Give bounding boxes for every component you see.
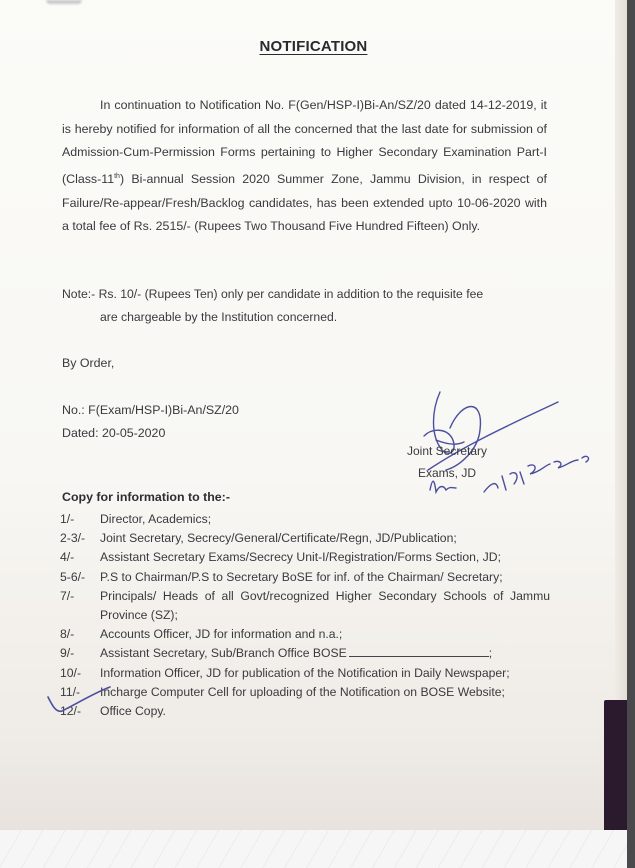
reference-number: No.: F(Exam/HSP-I)Bi-An/SZ/20 [62,403,239,417]
item-number: 4/- [60,550,75,565]
signature-stroke-arc [446,407,480,471]
item-text: P.S to Chairman/P.S to Secretary BoSE for inf. of the Chairman/ Secretary; [100,569,503,584]
copy-list-item [60,529,550,548]
item-number: 1/- [60,512,75,526]
item-text: Office Copy. [100,704,166,719]
background-object [604,700,627,830]
copy-list-item [60,568,550,587]
item-text: Information Officer, JD for publication of the Notification in Daily Newspaper; [100,665,510,680]
copy-list-item [60,702,550,721]
copy-list-item [60,664,550,683]
item-text: Assistant Secretary Exams/Secrecy Unit-I/Registration/Forms Section, JD; [100,550,501,565]
by-order: By Order, [62,356,115,370]
copy-list-item [60,625,550,644]
item-number: 9/- [60,646,75,661]
handwritten-date-stroke [484,456,589,492]
signatory-title: Joint Secretary [407,444,488,458]
ordinal-superscript: th [114,172,120,180]
signature-initials [430,481,456,492]
item-text: Accounts Officer, JD for information and n.a.; [100,627,343,642]
copy-list-item [60,683,550,702]
item-text: Joint Secretary, Secrecy/General/Certificate/Regn, JD/Publication; [100,531,457,546]
item-number: 11/- [60,684,81,699]
signatory-office: Exams, JD [418,466,477,480]
item-text: Director, Academics; [100,512,212,526]
notification-body [62,94,547,239]
item-number: 5-6/- [60,569,86,584]
item-text: Incharge Computer Cell for uploading of the Notification on BOSE Website; [100,684,505,699]
copy-list-item [60,587,550,625]
item-text-with-blank [100,644,550,663]
fill-in-blank-line [349,656,489,657]
body-text-part1: In continuation to Notification No. F(Gen/HSP-I)Bi-An/SZ/20 dated 14-12-2019, it is hereby notified for information of all the concerned that the last date for submission of Admission-Cum-Permission Forms pertaining to Higher Secondary Examination Part-I (Class-11 [62,98,547,186]
item-text: Principals/ Heads of all Govt/recognized Higher Secondary Schools of Jammu Province (SZ); [100,588,550,623]
signature-stroke-sweep [428,402,558,470]
copy-list-item [60,510,550,529]
item-number: 10/- [60,665,82,680]
bottom-surface [0,830,627,868]
handwritten-tick-icon [44,683,114,717]
copy-heading: Copy for information to the:- [62,490,230,504]
document-title: NOTIFICATION [259,38,368,55]
reference-date: Dated: 20-05-2020 [62,426,166,440]
item-number: 8/- [60,627,75,642]
item-trailing: ; [488,646,493,661]
top-smudge [46,0,82,4]
note-line-2: are chargeable by the Institution concerned. [100,310,338,324]
note-line-1: Note:- Rs. 10/- (Rupees Ten) only per candidate in addition to the requisite fee [62,287,484,301]
item-text: Assistant Secretary, Sub/Branch Office BOSE [100,646,347,661]
copy-distribution-list [60,510,550,721]
item-number: 7/- [60,588,75,603]
item-number: 12/- [60,704,82,719]
window-frame-edge [627,0,635,868]
copy-list-item [60,548,550,567]
copy-list-item [60,644,550,663]
item-number: 2-3/- [60,531,86,546]
fee-note [62,283,552,329]
body-text-part2: ) Bi-annual Session 2020 Summer Zone, Jammu Division, in respect of Failure/Re-appear/Fresh/Backlog candidates, has been extended upto 10-06-2020 with a total fee of Rs. 2515/- (Rupees Two Thousand Five Hundred Fifteen) Only. [62,171,547,234]
